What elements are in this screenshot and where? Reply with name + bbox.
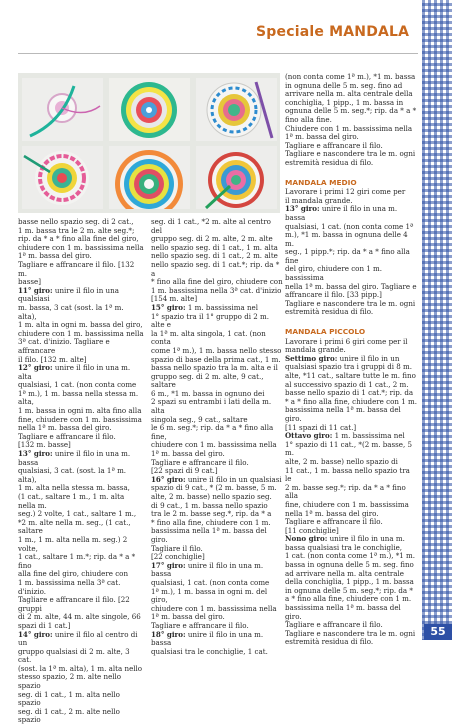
text-line: il filo. [132 m. alte]	[18, 354, 87, 364]
text-line: Tagliare e nascondere tra le m. ogni	[285, 298, 416, 308]
text-line: seg. di 1 cat., 1 m. alta nello spazio	[18, 689, 120, 708]
text-line: 1 cat. (non conta come 1ª m.), *1 m.	[285, 551, 416, 561]
text-line: seg. di 1 cat., 2 m. alte nello spazio	[18, 706, 120, 725]
text-column-1	[18, 218, 144, 725]
text-line: Tagliare e affrancare il filo.	[151, 457, 249, 467]
text-line: bassa qualsiasi tra le conchiglie,	[285, 542, 403, 552]
text-line: (1 cat., saltare 1 m., 1 m. alta nella m.	[18, 492, 125, 510]
text-line: nella 1ª m. bassa del giro.	[285, 508, 379, 518]
text-line: singola seg., 9 cat., saltare	[151, 414, 248, 424]
text-line: Tagliare e affrancare il filo.	[151, 620, 249, 630]
text-line: Tagliare e affrancare il filo.	[18, 431, 116, 441]
text-line: fine, chiudere con 1 m. bassissima	[18, 414, 142, 424]
text-line: Tagliare e affrancare il filo. [132 m.	[18, 259, 135, 278]
text-line: arrivare nella m. alta centrale della	[285, 89, 413, 99]
text-line: gruppo qualsiasi di 2 m. alte, 3 cat.	[18, 646, 130, 665]
text-line: 15° giro: 1 m. bassissima nel	[151, 302, 259, 312]
text-line: nello spazio seg. di 1 cat.*; rip. da * a	[151, 259, 280, 278]
text-line: [11 spazi di 11 cat.]	[285, 422, 357, 432]
header-divider	[18, 53, 418, 54]
text-line: fine, chiudere con 1 m. bassissima	[285, 499, 409, 509]
text-line: [132 m. basse]	[18, 440, 71, 450]
text-line: 1ª m. bassa del giro.	[18, 251, 92, 261]
text-line: chiudere con 1 m. bassissima nella	[18, 242, 144, 252]
text-line: qualsiasi spazio tra i gruppi di 8 m.	[285, 362, 413, 372]
text-line: estremità residua di filo.	[285, 307, 374, 317]
text-line: qualsiasi, 1 cat. (non conta come	[151, 577, 270, 587]
text-line: 1ª m. bassa del giro.	[151, 449, 225, 459]
text-line: la 1ª m. alta singola, 1 cat. (non conta	[151, 328, 266, 347]
text-line: 1 cat., saltare 1 m.*; rip. da * a * fino	[18, 552, 136, 570]
text-line: *2 m. alte nella m. seg., (1 cat., saltare	[18, 517, 131, 536]
text-line: rip. da * a * fino alla fine del giro,	[18, 234, 139, 244]
text-line: 16° giro: unire il filo in un qualsiasi	[151, 474, 282, 484]
text-line: Chiudere con 1 m. bassissima nella	[285, 123, 413, 133]
text-line: 1° spazio tra il 1° gruppo di 2 m. alte e	[151, 311, 270, 330]
text-line: spazi di 1 cat.]	[18, 620, 71, 630]
gingham-border	[422, 0, 452, 640]
text-line: chiudere con 1 m. bassissima nella	[151, 603, 277, 613]
text-line: alla fine del giro, chiudere con	[18, 569, 129, 579]
text-line: m.), *1 m. bassa in ognuna delle 4 m.	[285, 230, 408, 248]
text-line: a * fino alla fine, chiudere con 1 m.	[285, 594, 412, 604]
text-column-2	[151, 218, 283, 656]
text-line: 1ª m. bassa del giro.	[285, 132, 359, 142]
text-line: bassissima nella 1ª m. bassa del giro.	[285, 405, 401, 423]
text-line: seg.) 2 volte, 1 cat., saltare 1 m.,	[18, 509, 137, 519]
step-photo-3	[196, 78, 277, 141]
text-line: della conchiglia, 1 pipp., 1 m. bassa	[285, 577, 414, 587]
text-line: Lavorare i primi 12 giri come per	[285, 187, 406, 197]
text-line: gruppo seg. di 2 m. alte, 2 m. alte	[151, 234, 273, 244]
text-line: (non conta come 1ª m.), *1 m. bassa	[285, 72, 416, 81]
photo-panel	[18, 73, 280, 213]
text-line: Lavorare i primi 6 giri come per il	[285, 336, 408, 346]
text-line: tra le 2 m. basse seg.*, rip. da * a	[151, 509, 272, 519]
text-line: le 6 m. seg.*; rip. da * a * fino alla fine,	[151, 423, 274, 441]
text-line: gruppo seg. di 2 m. alte, 9 cat., saltare	[151, 371, 264, 390]
page-number: 55	[424, 624, 452, 640]
text-line: Tagliare e affrancare il filo.	[285, 517, 383, 527]
text-line: 2 spazi su entrambi i lati della m. alta	[151, 397, 272, 416]
text-line: nella 1ª m. bassa del giro.	[18, 423, 112, 433]
text-line: 18° giro: unire il filo in una m. bassa	[151, 629, 264, 648]
text-line: basse]	[18, 277, 42, 287]
text-line: spazio di base della prima cat., 1 m.	[151, 354, 281, 364]
text-line: [22 conchiglie]	[151, 552, 205, 562]
text-line: 13° giro: unire il filo in una m. bassa	[285, 204, 398, 222]
step-photo-2	[109, 78, 190, 141]
text-line: [11 conchiglie]	[285, 525, 339, 535]
text-line: nello spazio seg. di 1 cat., 1 m. alta	[151, 242, 278, 252]
text-line: estremità residua di filo.	[285, 637, 374, 647]
text-line: di 9 cat., 1 m. bassa nello spazio	[151, 500, 268, 510]
text-line: basse nello spazio seg. di 2 cat.,	[18, 217, 134, 226]
text-line: Settimo giro: unire il filo in un	[285, 353, 400, 363]
text-line: in ognuna delle 5 m. seg.*; rip. da *	[285, 585, 413, 595]
text-line: 6 m., *1 m. bassa in ognuno dei	[151, 388, 265, 398]
text-line: come 1ª m.), 1 m. bassa nello stesso	[151, 345, 282, 355]
text-line: qualsiasi, 1 cat. (non conta come 1ª	[285, 221, 414, 231]
text-line: 1 m. alta in ogni m. bassa del giro,	[18, 320, 143, 330]
text-column-3	[285, 73, 417, 647]
text-line: Tagliare e affrancare il filo.	[285, 140, 383, 150]
text-line: seg. di 1 cat., *2 m. alte al centro del	[151, 217, 271, 235]
text-line: 12° giro: unire il filo in una m. alta	[18, 363, 131, 381]
text-line: bassa nello spazio tra la m. alta e il	[151, 363, 278, 373]
text-line: nella 1ª m. bassa del giro. Tagliare e	[285, 281, 417, 291]
text-line: basse nello spazio di 1 cat.*; rip. da	[285, 388, 414, 398]
text-line: Tagliare e affrancare il filo. [22 gruppi	[18, 595, 130, 613]
text-line: (sost. la 1ª m. alta), 1 m. alta nello	[18, 663, 143, 673]
text-line: il mandala grande.	[285, 195, 353, 205]
text-line: Tagliare e nascondere tra le m. ogni	[285, 628, 416, 638]
text-line: Nono giro: unire il filo in una m.	[285, 534, 405, 544]
step-photo-6	[196, 146, 277, 209]
text-line: 1 m., 1 m. alta nella m. seg.) 2 volte,	[18, 534, 128, 553]
text-line: 1ª m. bassa del giro.	[151, 612, 225, 622]
text-line: ognuna delle 5 m. seg.*; rip. da * a *	[285, 106, 417, 116]
text-line: al successivo spazio di 1 cat., 2 m.	[285, 379, 409, 389]
text-line: * fino alla fine del giro, chiudere con	[151, 277, 283, 287]
text-line: di 2 m. alte, 44 m. alte singole, 66	[18, 612, 141, 622]
step-photo-5	[109, 146, 190, 209]
text-line: alte, *11 cat., saltare tutte le m. fino	[285, 371, 416, 380]
text-line: mandala grande.	[285, 345, 346, 355]
text-line: Ottavo giro: 1 m. bassissima nel	[285, 431, 405, 441]
text-line: * a * fino alla fine, chiudere con 1 m.	[285, 396, 417, 406]
text-line: bassa in ognuna delle 5 m. seg. fino	[285, 560, 414, 570]
text-line: ad arrivare nella m. alta centrale	[285, 568, 404, 578]
text-line: 13° giro: unire il filo in una m. bassa	[18, 449, 131, 467]
text-line: 1 m. alta nella stessa m. bassa,	[18, 483, 130, 493]
text-line: alte, 2 m. basse) nello spazio seg.	[151, 492, 272, 501]
text-line: Tagliare e affrancare il filo.	[285, 620, 383, 630]
text-line: 1 m. bassa in ogni m. alta fino alla	[18, 406, 142, 416]
text-line: 1ª m.), 1 m. bassa nella stessa m. alta,	[18, 388, 139, 407]
text-line: in ognuna delle 5 m. seg. fino ad	[285, 80, 403, 90]
text-line: Tagliare e nascondere tra le m. ogni	[285, 149, 416, 159]
text-line: estremità residua di filo.	[285, 157, 374, 167]
text-line: conchiglia, 1 pipp., 1 m. bassa in	[285, 97, 404, 107]
text-line: 2 m. basse seg.*; rip. da * a * fino alla	[285, 482, 406, 501]
text-line: del giro, chiudere con 1 m. bassissima	[285, 264, 383, 283]
text-line: bassissima nella 1ª m. bassa del giro.	[285, 603, 401, 621]
text-line: fino alla fine.	[285, 114, 332, 124]
text-line: alte, 2 m. basse) nello spazio di	[285, 456, 398, 466]
text-line: 17° giro: unire il filo in una m. bassa	[151, 560, 264, 579]
text-line: m. bassa, 3 cat (sost. la 1ª m. alta),	[18, 302, 124, 321]
text-line: 1 m. bassissima nella 3ª cat. d'inizio	[151, 285, 282, 295]
step-photo-1	[22, 78, 103, 141]
text-line: qualsiasi tra le conchiglie, 1 cat.	[151, 646, 268, 656]
text-line: affrancare il filo. [33 pipp.]	[285, 290, 382, 300]
text-line: bassissima nella 1ª m. bassa del giro.	[151, 526, 267, 544]
text-line: nello spazio seg. di 1 cat., 2 m. alte	[151, 251, 278, 261]
text-line: qualsiasi, 1 cat. (non conta come	[18, 380, 137, 390]
text-line: chiudere con 1 m. bassissima nella	[18, 328, 144, 338]
text-line: stesso spazio, 2 m. alte nello spazio	[18, 672, 122, 691]
section-heading: MANDALA PICCOLO	[285, 327, 366, 337]
text-line: chiudere con 1 m. bassissima nella	[151, 440, 277, 450]
text-line: qualsiasi, 3 cat. (sost. la 1ª m. alta),	[18, 466, 127, 484]
text-line: * fino alla fine, chiudere con 1 m.	[151, 517, 271, 527]
text-line: 14° giro: unire il filo al centro di un	[18, 629, 138, 648]
text-line: 1° spazio di 11 cat., *(2 m. basse, 5 m.	[285, 439, 413, 458]
text-line: 1 m. bassissima nella 3ª cat. d'inizio.	[18, 577, 121, 596]
text-line: 1ª m.), 1 m. bassa in ogni m. del giro,	[151, 586, 268, 605]
section-title: Speciale MANDALA	[256, 24, 410, 40]
step-photo-4	[22, 146, 103, 209]
text-line: spazio di 9 cat., * (2 m. basse, 5 m.	[151, 483, 277, 493]
text-line: 3ª cat. d'inizio. Tagliare e affrancare	[18, 337, 110, 355]
text-line: 1 m. bassa tra le 2 m. alte seg.*;	[18, 225, 135, 235]
text-line: seg., 1 pipp.*; rip. da * a * fino alla fine	[285, 247, 410, 265]
text-line: [22 spazi di 9 cat.]	[151, 466, 218, 476]
text-line: Tagliare il filo.	[151, 543, 203, 553]
text-line: [154 m. alte]	[151, 294, 198, 304]
text-line: 11° giro: unire il filo in una qualsiasi	[18, 285, 119, 304]
text-line: 11 cat., 1 m. bassa nello spazio tra le	[285, 465, 410, 484]
section-heading: MANDALA MEDIO	[285, 177, 357, 187]
